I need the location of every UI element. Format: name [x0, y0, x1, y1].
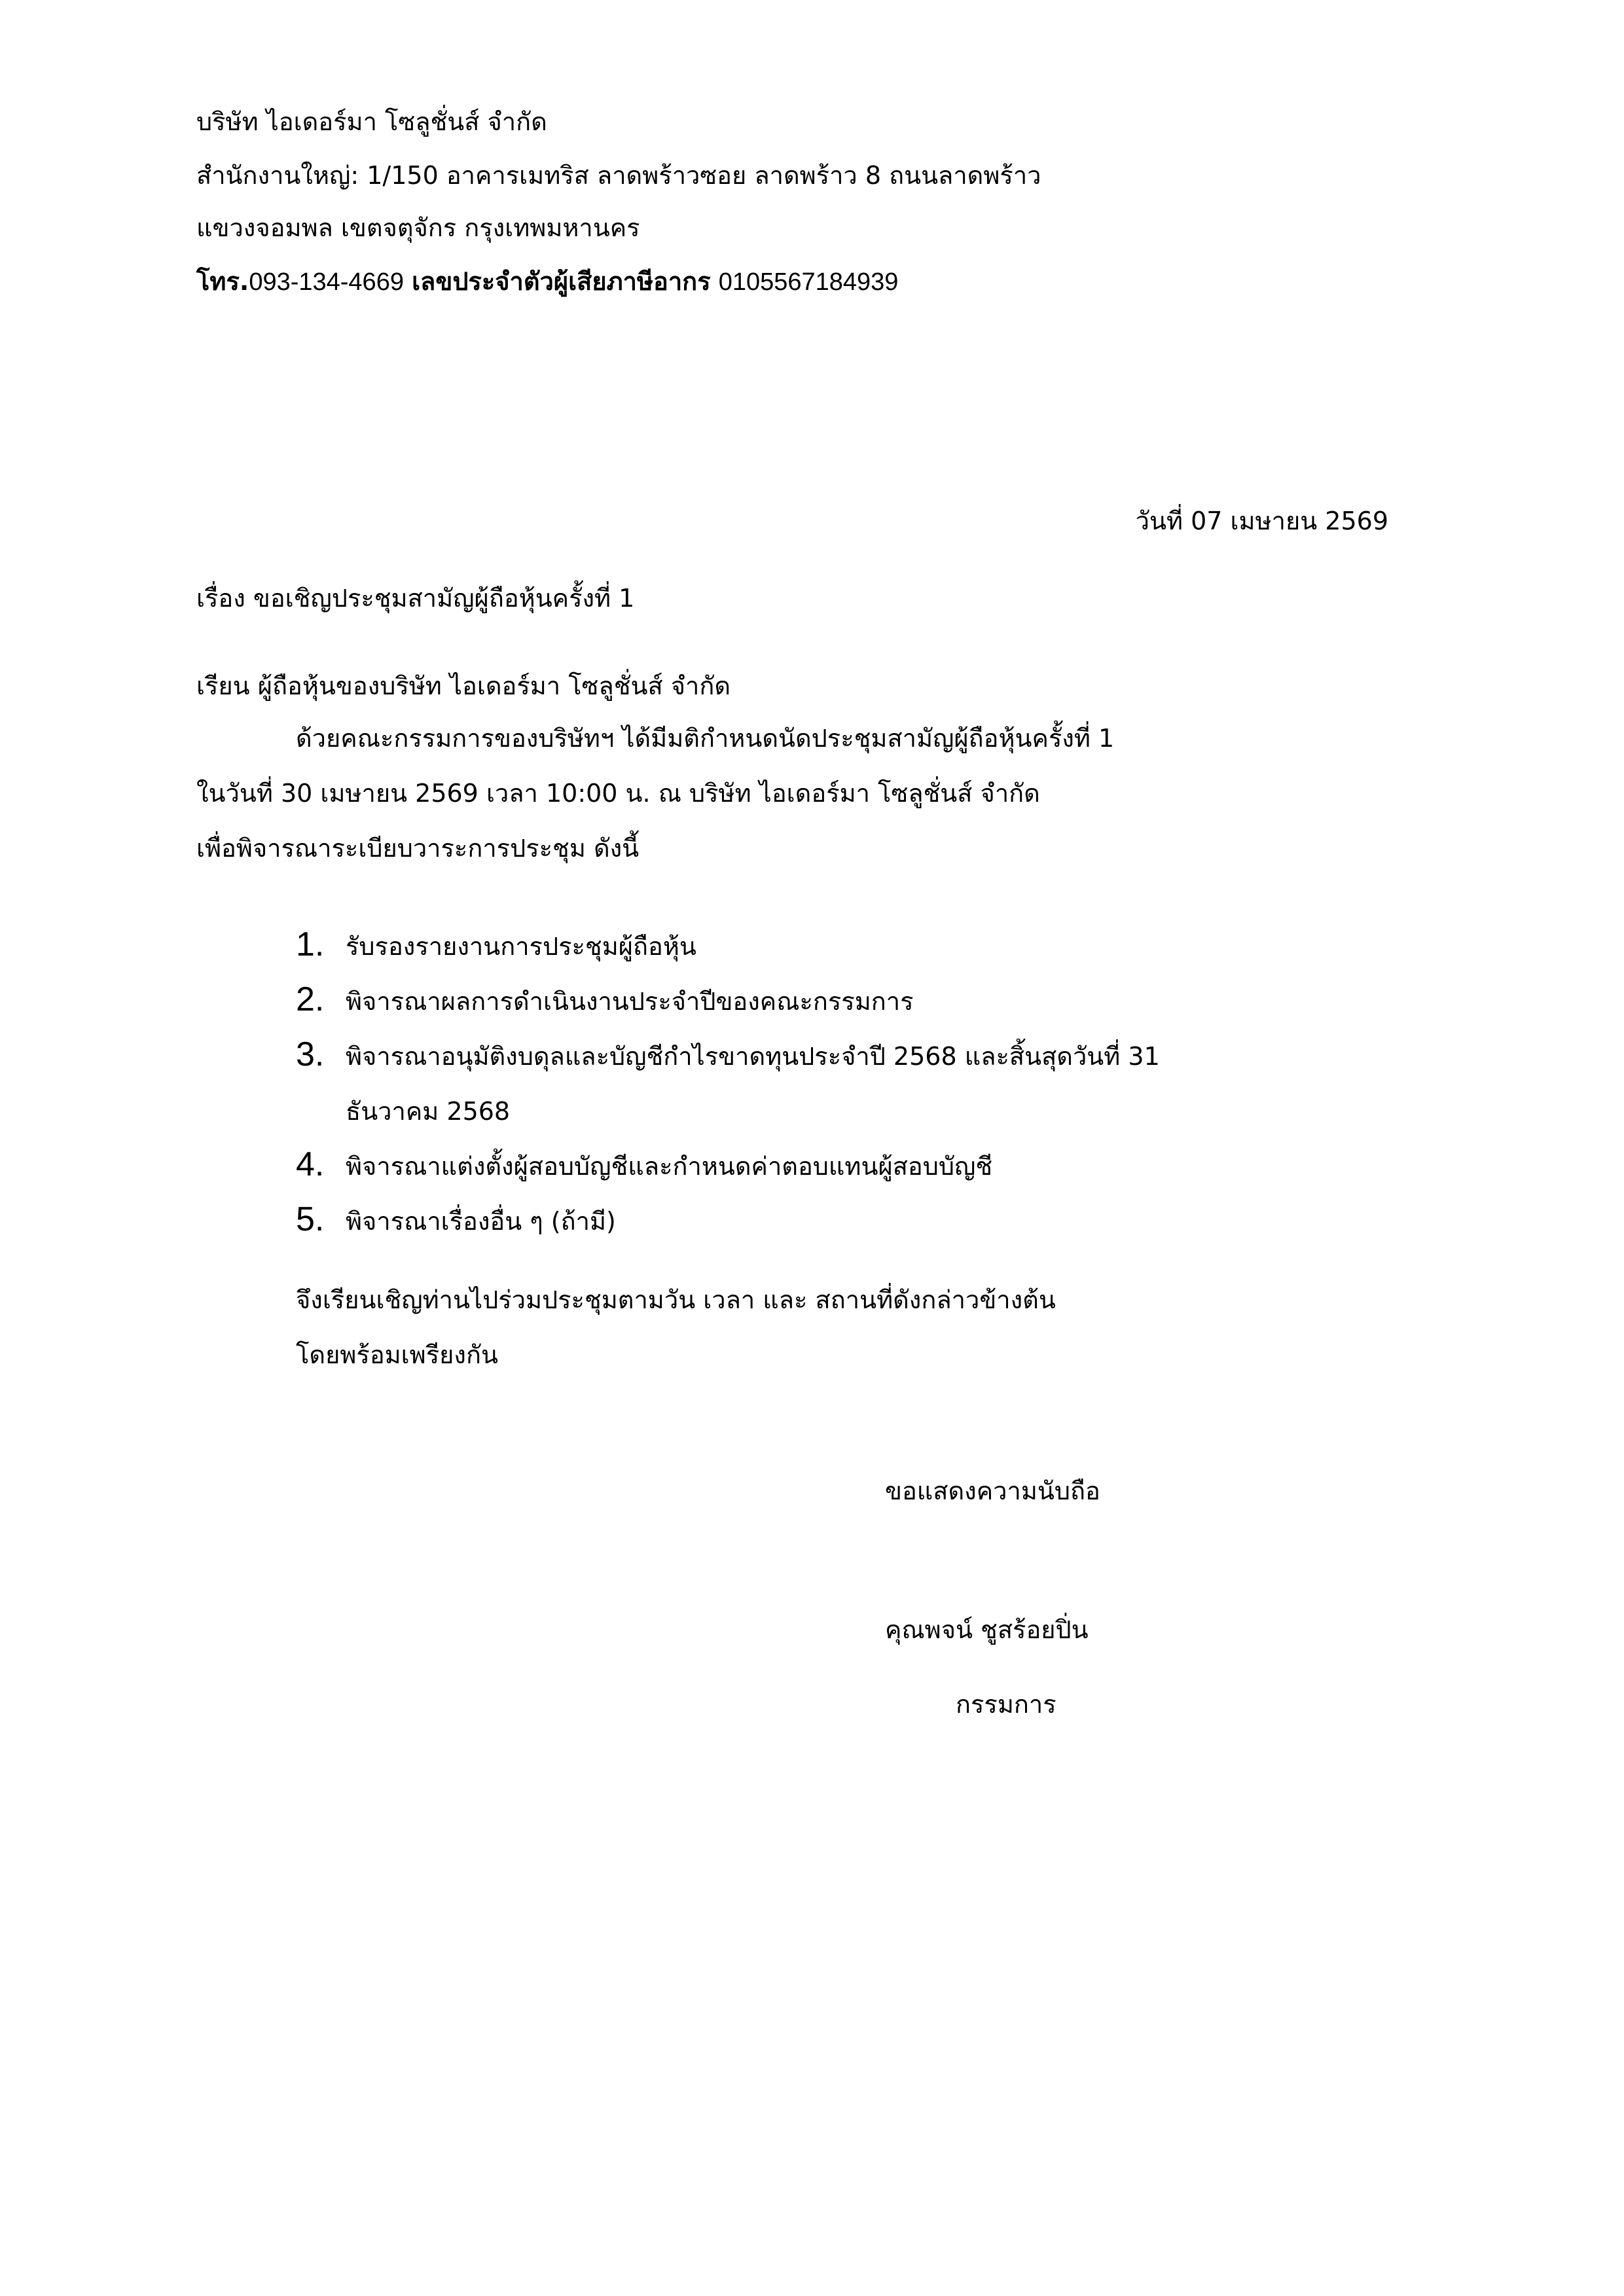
body-line-1: ด้วยคณะกรรมการของบริษัทฯ ได้มีมติกำหนดนัดประชุมสามัญผู้ถือหุ้นครั้งที่ 1: [296, 724, 1115, 753]
agenda-number: 1.: [296, 925, 325, 963]
agenda-text: พิจารณาเรื่องอื่น ๆ (ถ้ามี): [346, 1207, 616, 1236]
agenda-number: 3.: [296, 1035, 325, 1073]
letter-salutation: เรียน ผู้ถือหุ้นของบริษัท ไอเดอร์มา โซลูชั่นส์ จำกัด: [196, 672, 731, 700]
contact-line: [196, 264, 898, 299]
closing-line-1: จึงเรียนเชิญท่านไปร่วมประชุมตามวัน เวลา และ สถานที่ดังกล่าวข้างต้น: [296, 1285, 1056, 1314]
agenda-text-continued: ธันวาคม 2568: [346, 1097, 511, 1126]
signer-name: คุณพจน์ ชูสร้อยปิ่น: [885, 1615, 1089, 1644]
address-line-2: แขวงจอมพล เขตจตุจักร กรุงเทพมหานคร: [196, 213, 640, 242]
letter-subject: เรื่อง ขอเชิญประชุมสามัญผู้ถือหุ้นครั้งที่ 1: [196, 584, 635, 613]
body-line-2: ในวันที่ 30 เมษายน 2569 เวลา 10:00 น. ณ บริษัท ไอเดอร์มา โซลูชั่นส์ จำกัด: [196, 779, 1040, 808]
agenda-number: 4.: [296, 1145, 325, 1183]
agenda-text: พิจารณาอนุมัติงบดุลและบัญชีกำไรขาดทุนประจำปี 2568 และสิ้นสุดวันที่ 31: [346, 1042, 1160, 1071]
tax-id-value: 0105567184939: [718, 268, 899, 296]
agenda-text: พิจารณาผลการดำเนินงานประจำปีของคณะกรรมการ: [346, 987, 914, 1016]
body-line-3: เพื่อพิจารณาระเบียบวาระการประชุม ดังนี้: [196, 834, 640, 863]
agenda-text: รับรองรายงานการประชุมผู้ถือหุ้น: [346, 932, 696, 961]
tax-id-label: เลขประจำตัวผู้เสียภาษีอากร: [412, 267, 711, 296]
signer-title: กรรมการ: [956, 1690, 1056, 1719]
address-line-1: สำนักงานใหญ่: 1/150 อาคารเมทริส ลาดพร้าวซอย ลาดพร้าว 8 ถนนลาดพร้าว: [196, 161, 1041, 190]
letter-date: วันที่ 07 เมษายน 2569: [1135, 507, 1388, 535]
regards: ขอแสดงความนับถือ: [885, 1477, 1100, 1505]
phone-value: 093-134-4669: [249, 268, 404, 296]
agenda-number: 5.: [296, 1200, 325, 1238]
agenda-text: พิจารณาแต่งตั้งผู้สอบบัญชีและกำหนดค่าตอบแทนผู้สอบบัญชี: [346, 1152, 993, 1181]
phone-label: โทร.: [196, 267, 249, 296]
agenda-number: 2.: [296, 980, 325, 1018]
closing-line-2: โดยพร้อมเพรียงกัน: [296, 1340, 498, 1369]
company-name: บริษัท ไอเดอร์มา โซลูชั่นส์ จำกัด: [196, 107, 547, 136]
